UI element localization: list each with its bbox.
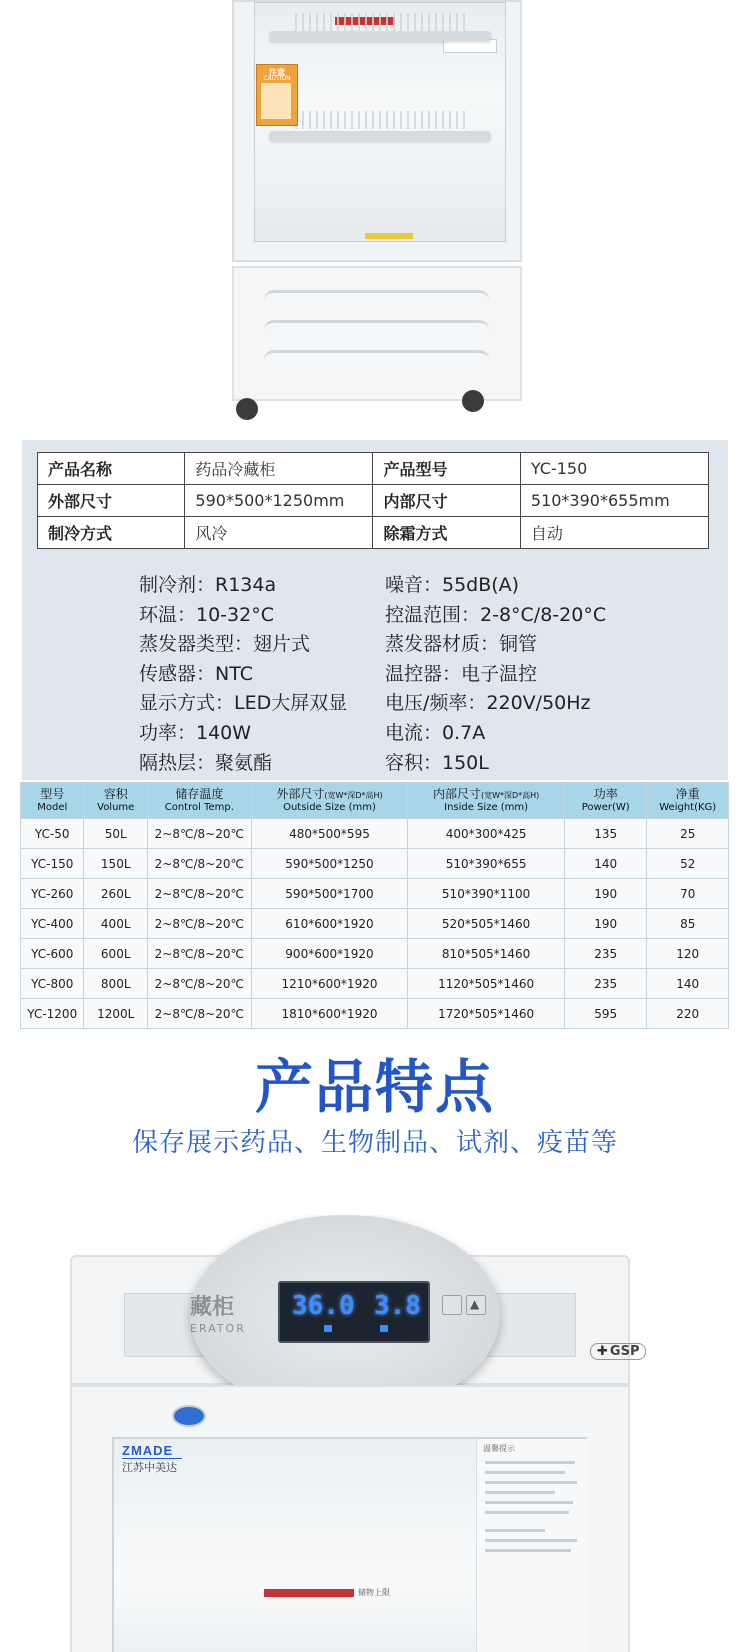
- column-header-cn: 功率: [593, 786, 618, 801]
- spec-value: 510*390*655mm: [520, 485, 708, 517]
- shelf: [269, 31, 491, 41]
- caster-wheel: [236, 398, 258, 420]
- shelf: [269, 131, 491, 141]
- table-cell: 2~8℃/8~20℃: [147, 939, 251, 969]
- panel-text: 藏柜: [190, 1295, 235, 1320]
- spec-item: 噪音：55dB(A): [385, 574, 520, 596]
- features-subtitle: 保存展示药品、生物制品、试剂、疫苗等: [131, 1128, 618, 1158]
- gsp-cross-icon: ✚: [597, 1344, 608, 1359]
- spec-item: 制冷剂：R134a: [139, 574, 277, 596]
- notice-sheet: [476, 1439, 587, 1652]
- lcd-temp-left: 36.0: [292, 1291, 355, 1321]
- spec-row: [38, 453, 709, 485]
- table-cell: 190: [564, 909, 647, 939]
- chevron-up-icon: ▲: [470, 1297, 480, 1311]
- table-cell: 1120*505*1460: [408, 969, 565, 999]
- bottom-product-photo: [0, 1215, 750, 1652]
- table-cell: YC-600: [21, 939, 84, 969]
- notice-heading: 温馨提示: [483, 1444, 515, 1453]
- table-cell: 800L: [84, 969, 147, 999]
- table-cell: YC-150: [21, 849, 84, 879]
- table-cell: 900*600*1920: [251, 939, 408, 969]
- spec-value: 自动: [520, 517, 708, 549]
- table-row: [21, 819, 729, 849]
- spec-row: [38, 517, 709, 549]
- caster-wheel: [462, 390, 484, 412]
- top-product-photo: [0, 0, 750, 440]
- fridge-image: [232, 0, 522, 415]
- fridge-door-lower: [70, 1385, 630, 1652]
- column-header-en: Inside Size (mm): [444, 801, 529, 813]
- table-cell: 50L: [84, 819, 147, 849]
- table-cell: 2~8℃/8~20℃: [147, 969, 251, 999]
- table-cell: 480*500*595: [251, 819, 408, 849]
- table-cell: 140: [647, 969, 729, 999]
- spec-item: 显示方式：LED大屏双显: [139, 692, 348, 715]
- table-cell: 1210*600*1920: [251, 969, 408, 999]
- spec-item: 温控器：电子温控: [385, 662, 538, 685]
- brand-band: [264, 1589, 354, 1597]
- column-header-cn: 型号: [40, 786, 65, 801]
- column-header-cn: 外部尺寸: [276, 786, 325, 801]
- table-cell: YC-260: [21, 879, 84, 909]
- column-header-sub: (宽W*深D*高H): [324, 790, 383, 800]
- table-cell: 2~8℃/8~20℃: [147, 909, 251, 939]
- spec-key: 除霜方式: [373, 517, 520, 549]
- notice-line: [485, 1511, 569, 1514]
- up-button[interactable]: [466, 1295, 486, 1315]
- gsp-label: GSP: [609, 1344, 640, 1359]
- table-cell: 235: [564, 939, 647, 969]
- vent-slot: [264, 320, 489, 335]
- spec-key: 外部尺寸: [38, 485, 185, 517]
- table-cell: 1720*505*1460: [408, 999, 565, 1029]
- column-header: [147, 783, 251, 819]
- table-cell: 1810*600*1920: [251, 999, 408, 1029]
- warning-strip: [365, 233, 413, 239]
- table-cell: 510*390*1100: [408, 879, 565, 909]
- table-cell: 2~8℃/8~20℃: [147, 879, 251, 909]
- lcd-indicator-icon: [380, 1325, 388, 1332]
- column-header: [21, 783, 84, 819]
- column-header: [251, 783, 408, 819]
- table-cell: YC-800: [21, 969, 84, 999]
- spec-item: 环温：10-32°C: [139, 603, 274, 626]
- spec-item: 隔热层：聚氨酯: [139, 751, 273, 774]
- brand-logo-en: ZMADE: [122, 1443, 182, 1459]
- spec-value: 风冷: [185, 517, 373, 549]
- table-row: [21, 849, 729, 879]
- glass-window: [112, 1437, 587, 1652]
- column-header-cn: 净重: [675, 786, 700, 801]
- table-cell: 52: [647, 849, 729, 879]
- table-cell: 70: [647, 879, 729, 909]
- table-cell: 2~8℃/8~20℃: [147, 849, 251, 879]
- model-table: [20, 782, 729, 1029]
- table-cell: YC-400: [21, 909, 84, 939]
- brand-logo: [122, 1443, 182, 1475]
- column-header-en: Volume: [97, 801, 135, 813]
- caution-en: CAUTION: [263, 75, 291, 82]
- set-button[interactable]: [442, 1295, 462, 1315]
- table-row: [21, 969, 729, 999]
- column-header-cn: 储存温度: [175, 786, 224, 801]
- table-cell: 590*500*1700: [251, 879, 408, 909]
- notice-line: [485, 1481, 577, 1484]
- fridge-base: [232, 266, 522, 401]
- table-cell: 120: [647, 939, 729, 969]
- spec-item: 蒸发器类型：翅片式: [139, 633, 311, 656]
- spec-key: 制冷方式: [38, 517, 185, 549]
- table-cell: 810*505*1460: [408, 939, 565, 969]
- column-header: [408, 783, 565, 819]
- table-cell: 220: [647, 999, 729, 1029]
- notice-line: [485, 1539, 577, 1542]
- notice-line: [485, 1529, 545, 1532]
- table-cell: 400L: [84, 909, 147, 939]
- spec-item: 电压/频率：220V/50Hz: [385, 692, 591, 715]
- table-cell: 135: [564, 819, 647, 849]
- spec-item: 容积：150L: [385, 751, 489, 774]
- table-cell: 590*500*1250: [251, 849, 408, 879]
- shelf-wire: [295, 13, 465, 31]
- spec-item: 控温范围：2-8°C/8-20°C: [385, 603, 607, 626]
- spec-key: 产品名称: [38, 453, 185, 485]
- column-header: [647, 783, 729, 819]
- table-cell: 235: [564, 969, 647, 999]
- table-cell: 150L: [84, 849, 147, 879]
- fridge-door: [232, 0, 522, 262]
- spec-value: 药品冷藏柜: [185, 453, 373, 485]
- spec-item: 电流：0.7A: [385, 722, 486, 744]
- notice-line: [485, 1461, 575, 1464]
- spec-panel: [22, 440, 728, 780]
- table-cell: 260L: [84, 879, 147, 909]
- column-header: [84, 783, 147, 819]
- column-header: [564, 783, 647, 819]
- table-cell: 520*505*1460: [408, 909, 565, 939]
- shelf-wire: [295, 111, 465, 129]
- spec-item: 蒸发器材质：铜管: [385, 633, 538, 656]
- table-cell: 2~8℃/8~20℃: [147, 819, 251, 849]
- table-cell: 190: [564, 879, 647, 909]
- caution-sticker: [256, 64, 298, 126]
- info-tag: [443, 39, 497, 53]
- table-cell: 2~8℃/8~20℃: [147, 999, 251, 1029]
- table-cell: 595: [564, 999, 647, 1029]
- panel-text-en: ERATOR: [190, 1322, 246, 1335]
- spec-value: YC-150: [520, 453, 708, 485]
- column-header-cn: 容积: [103, 786, 128, 801]
- table-row: [21, 999, 729, 1029]
- table-cell: 400*300*425: [408, 819, 565, 849]
- table-row: [21, 939, 729, 969]
- table-cell: YC-1200: [21, 999, 84, 1029]
- lcd-indicator-icon: [324, 1325, 332, 1332]
- table-cell: 600L: [84, 939, 147, 969]
- vent-slot: [264, 350, 489, 365]
- column-header-cn: 内部尺寸: [432, 786, 481, 801]
- table-cell: 510*390*655: [408, 849, 565, 879]
- table-cell: 25: [647, 819, 729, 849]
- spec-item: 传感器：NTC: [139, 662, 253, 685]
- brand-logo-cn: 江苏中美达: [122, 1461, 177, 1474]
- spec-table: [37, 452, 709, 549]
- column-header-en: Control Temp.: [164, 801, 234, 813]
- spec-item: 功率：140W: [139, 722, 252, 744]
- column-header-en: Outside Size (mm): [283, 801, 376, 813]
- spec-row: [38, 485, 709, 517]
- table-cell: 85: [647, 909, 729, 939]
- table-row: [21, 879, 729, 909]
- table-row: [21, 909, 729, 939]
- table-cell: 140: [564, 849, 647, 879]
- spec-value: 590*500*1250mm: [185, 485, 373, 517]
- lcd-display: [278, 1281, 430, 1343]
- lcd-temp-right: 3.8: [374, 1291, 421, 1321]
- notice-line: [485, 1491, 555, 1494]
- spec-key: 产品型号: [373, 453, 520, 485]
- column-header-en: Weight(KG): [659, 801, 717, 813]
- shelf-limit-label: 储物上限: [358, 1588, 390, 1597]
- column-header-en: Model: [37, 801, 68, 813]
- table-cell: YC-50: [21, 819, 84, 849]
- vent-slot: [264, 290, 489, 305]
- spec-key: 内部尺寸: [373, 485, 520, 517]
- features-title: 产品特点: [254, 1053, 495, 1121]
- table-cell: 610*600*1920: [251, 909, 408, 939]
- gsp-badge: [590, 1343, 646, 1360]
- notice-line: [485, 1471, 565, 1474]
- table-cell: 1200L: [84, 999, 147, 1029]
- caution-graphic: [261, 83, 291, 119]
- model-table-header: [21, 783, 729, 819]
- notice-line: [485, 1501, 573, 1504]
- column-header-sub: (宽W*深D*高H): [480, 790, 540, 800]
- column-header-en: Power(W): [581, 801, 630, 813]
- caution-cn: 注意: [269, 68, 285, 77]
- notice-line: [485, 1549, 571, 1552]
- lock-icon[interactable]: [172, 1405, 206, 1427]
